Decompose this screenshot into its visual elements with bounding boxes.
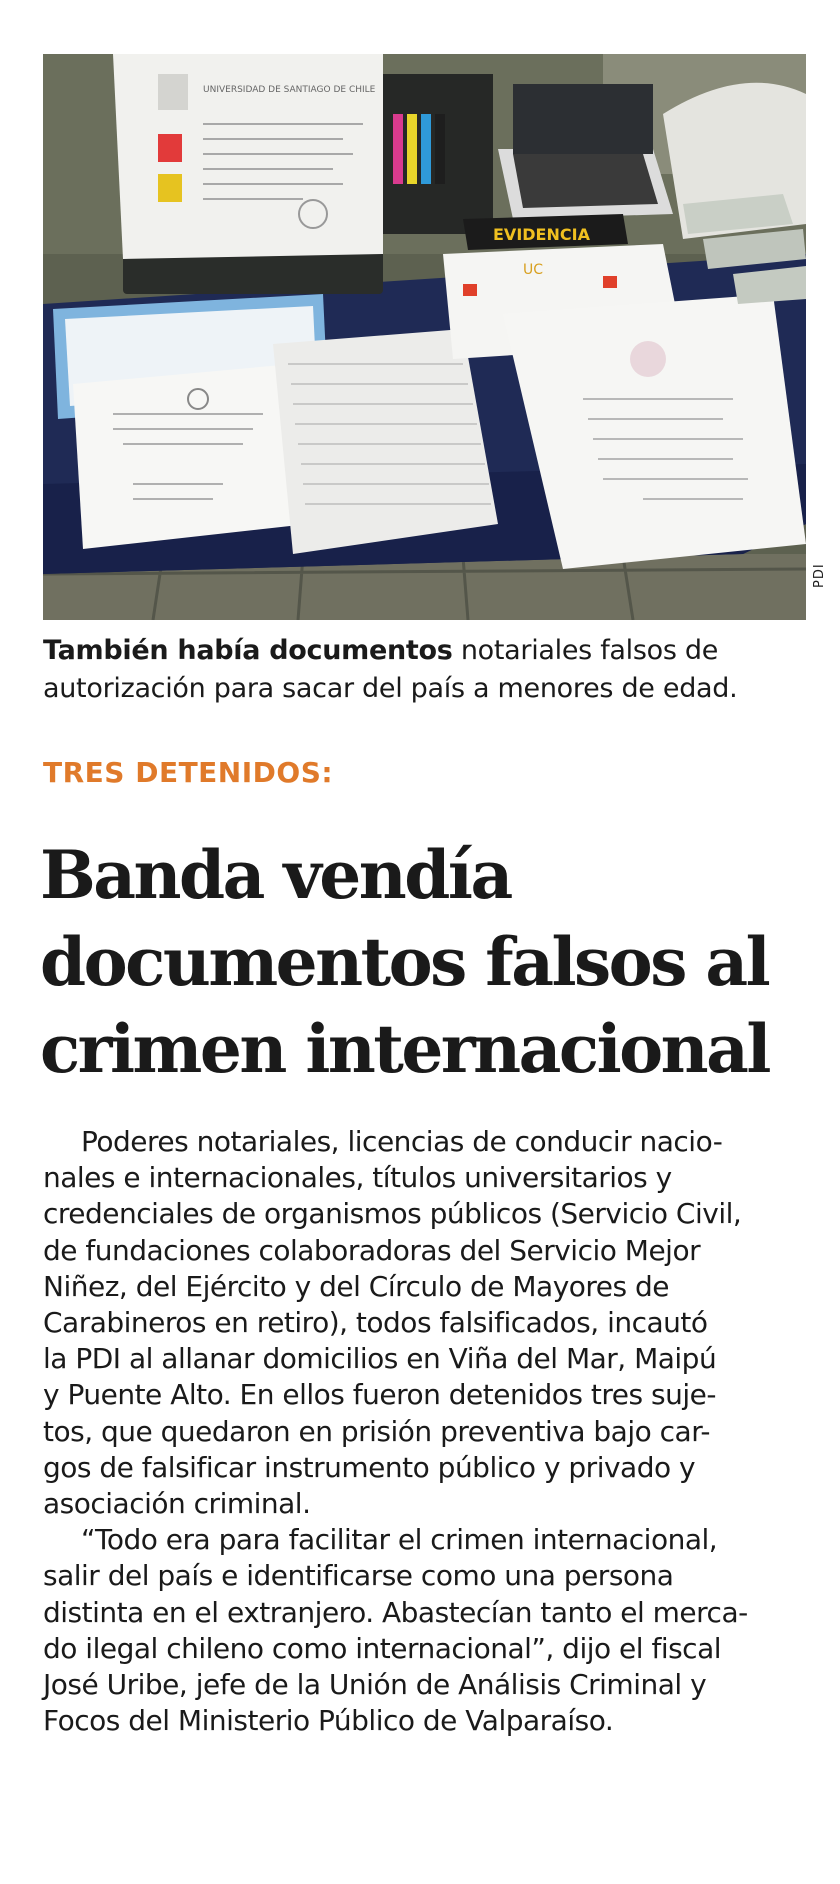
body-paragraph <box>43 1124 813 1522</box>
body-line: gos de falsificar instrumento público y privado y <box>43 1450 696 1484</box>
body-paragraph <box>43 1522 813 1739</box>
body-line: y Puente Alto. En ellos fueron detenidos tres suje- <box>43 1378 716 1412</box>
caption-lead: También había documentos <box>43 635 453 666</box>
body-line: Niñez, del Ejército y del Círculo de Mayores de <box>43 1269 670 1303</box>
body-line: de fundaciones colaboradoras del Servicio Mejor <box>43 1233 701 1267</box>
headline-line: documentos falsos al <box>40 923 769 1001</box>
article-photo <box>43 54 806 620</box>
photo-uc-logo: UC <box>523 262 544 278</box>
photo-evidence-text: EVIDENCIA <box>493 225 590 244</box>
body-line: la PDI al allanar domicilios en Viña del Mar, Maipú <box>43 1342 717 1376</box>
body-line: “Todo era para facilitar el crimen internacional, <box>81 1523 718 1557</box>
headline-line: Banda vendía <box>40 836 511 914</box>
body-line: tos, que quedaron en prisión preventiva bajo car- <box>43 1414 711 1448</box>
photo-credit: PDI <box>812 563 827 588</box>
body-line: credenciales de organismos públicos (Servicio Civil, <box>43 1197 742 1231</box>
photo-university-header: UNIVERSIDAD DE SANTIAGO DE CHILE <box>203 85 376 95</box>
photo-illustration <box>43 54 806 620</box>
article-body <box>43 1124 813 1739</box>
photo-caption <box>43 632 813 708</box>
body-line: José Uribe, jefe de la Unión de Análisis Criminal y <box>43 1668 707 1702</box>
article-headline <box>40 832 820 1093</box>
body-line: asociación criminal. <box>43 1487 311 1521</box>
photo-forms <box>273 329 498 554</box>
body-line: distinta en el extranjero. Abastecían tanto el merca- <box>43 1595 748 1629</box>
body-line: Carabineros en retiro), todos falsificados, incautó <box>43 1306 708 1340</box>
body-line: Poderes notariales, licencias de conducir nacio- <box>81 1125 723 1158</box>
article-kicker: TRES DETENIDOS: <box>43 756 334 789</box>
body-line: Focos del Ministerio Público de Valparaíso. <box>43 1704 614 1738</box>
caption-rest: notariales falsos de autorización para sacar del país a menores de edad. <box>43 635 738 704</box>
body-line: salir del país e identificarse como una persona <box>43 1559 674 1593</box>
headline-line: crimen internacional <box>40 1010 769 1088</box>
body-line: nales e internacionales, títulos universitarios y <box>43 1161 672 1195</box>
body-line: do ilegal chileno como internacional”, dijo el fiscal <box>43 1631 722 1665</box>
